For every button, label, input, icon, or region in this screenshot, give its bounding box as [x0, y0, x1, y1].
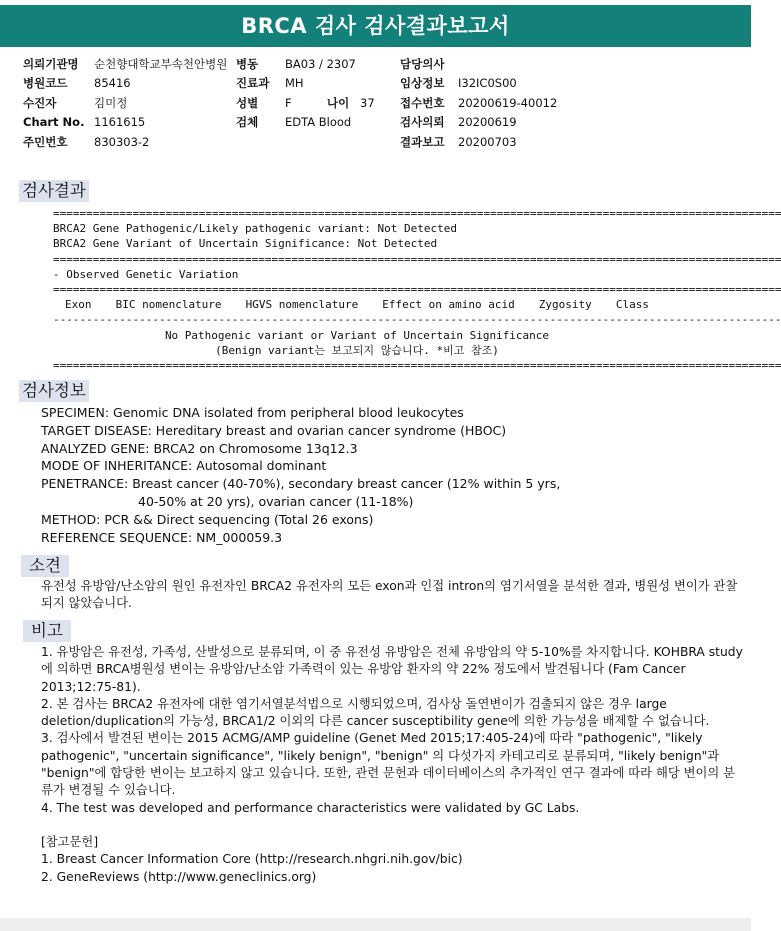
- vus-result: BRCA2 Gene Variant of Uncertain Significance: Not Detected: [53, 237, 438, 251]
- double-rule: ==============================================================================================================: [53, 207, 781, 220]
- patient-info-col1: [23, 55, 227, 152]
- double-rule: ==============================================================================================================: [53, 283, 781, 296]
- penetrance-line-cont: 40-50% at 20 yrs), ovarian cancer (11-18%): [138, 493, 414, 509]
- info-value: 85416: [94, 76, 131, 91]
- info-label: 임상정보: [400, 76, 445, 91]
- age-value: 37: [360, 95, 375, 110]
- remark-item: 3. 검사에서 발견된 변이는 2015 ACMG/AMP guideline (Genet Med 2015;17:405-24)에 따라 "pathogenic", "likely pathogenic", "uncertain significance", "likely benign", "benign" 의 다섯가지 카테고리로 분류되며, "likely benign"과 "benign"에 합당한 변이는 보고하지 않고 있습니다. 또한, 관련 문헌과 데이터베이스의 추가적인 연구 결과에 따라 해당 변이의 분류가 변경될 수 있습니다.: [41, 731, 736, 798]
- column-header: Class: [615, 298, 649, 312]
- info-label: 검체: [236, 115, 259, 129]
- column-header: Zygosity: [538, 298, 592, 312]
- report-title: BRCA 검사 검사결과보고서: [0, 5, 751, 47]
- remark-item: 2. 본 검사는 BRCA2 유전자에 대한 염기서열분석법으로 시행되었으며, 검사상 돌연변이가 검출되지 않은 경우 large deletion/duplication의 가능성, BRCA1/2 이외의 다른 cancer susceptibility gene에 의한 가능성을 배제할 수 없습니다.: [41, 696, 710, 729]
- info-value: 1161615: [94, 115, 146, 130]
- info-label: 성별: [236, 95, 259, 110]
- benign-note: (Benign variant는 보고되지 않습니다. *비고 참조): [215, 343, 499, 357]
- observed-variation-label: - Observed Genetic Variation: [53, 267, 239, 281]
- info-label: 주민번호: [23, 134, 68, 149]
- info-label: 의뢰기관명: [23, 57, 79, 71]
- patient-info-specimen: [236, 113, 351, 132]
- test-info-heading: 검사정보: [19, 380, 89, 402]
- info-label: 수진자: [23, 95, 57, 110]
- info-value: BA03 / 2307: [285, 57, 356, 71]
- info-label: Chart No.: [23, 115, 85, 130]
- age-label: 나이: [327, 95, 350, 110]
- no-variant-text: No Pathogenic variant or Variant of Uncertain Significance: [164, 328, 550, 342]
- single-rule: --------------------------------------------------------------------------------------------------------------: [53, 313, 781, 327]
- reference-item: 2. GeneReviews (http://www.geneclinics.org): [41, 869, 317, 884]
- info-value: 순천향대학교부속천안병원: [94, 57, 228, 71]
- results-heading: 검사결과: [19, 180, 89, 202]
- info-value: EDTA Blood: [285, 115, 352, 129]
- column-header: BIC nomenclature: [115, 298, 222, 312]
- specimen-line: SPECIMEN: Genomic DNA isolated from peripheral blood leukocytes: [41, 405, 464, 420]
- info-value: 830303-2: [94, 134, 150, 149]
- penetrance-line: PENETRANCE: Breast cancer (40-70%), secondary breast cancer (12% within 5 yrs,: [41, 476, 561, 492]
- table-header: [53, 297, 661, 312]
- reference-item: 1. Breast Cancer Information Core (http://research.nhgri.nih.gov/bic): [41, 852, 463, 867]
- references-title: [참고문헌]: [41, 834, 99, 849]
- info-value: 20200703: [458, 134, 517, 149]
- method-line: METHOD: PCR && Direct sequencing (Total 26 exons): [41, 511, 374, 527]
- inheritance-line: MODE OF INHERITANCE: Autosomal dominant: [41, 458, 327, 474]
- remarks-list: [41, 644, 746, 886]
- info-label: 검사의뢰: [400, 115, 445, 130]
- info-label: 병동: [236, 57, 259, 71]
- info-label: 진료과: [236, 76, 270, 91]
- remarks-heading: 비고: [23, 620, 71, 642]
- analyzed-gene-line: ANALYZED GENE: BRCA2 on Chromosome 13q12.3: [41, 440, 358, 456]
- reference-sequence-line: REFERENCE SEQUENCE: NM_000059.3: [41, 529, 283, 545]
- info-value: 20200619: [458, 115, 517, 130]
- patient-info-col3: [400, 55, 557, 152]
- test-info-list: [41, 404, 560, 546]
- remark-item: 1. 유방암은 유전성, 가족성, 산발성으로 분류되며, 이 중 유전성 유방암은 전체 유방암의 약 5-10%를 차지합니다. KOHBRA study에 의하면 BRCA병원성 변이는 유방암/난소암 가족력이 있는 유방암 환자의 약 22% 정도에서 발견됩니다 (Fam Cancer 2013;12:75-81).: [41, 645, 743, 694]
- info-value: F: [285, 95, 292, 110]
- remark-item: 4. The test was developed and performance characteristics were validated by GC Labs.: [41, 800, 580, 815]
- double-rule: ==============================================================================================================: [53, 358, 781, 372]
- variant-table: [53, 282, 781, 373]
- opinion-text: 유전성 유방암/난소암의 원인 유전자인 BRCA2 유전자의 모든 exon과 인접 intron의 염기서열을 분석한 결과, 병원성 변이가 관찰되지 않았습니다.: [41, 579, 738, 611]
- info-value: I32IC0S00: [458, 76, 517, 91]
- double-rule: ==============================================================================================================: [53, 252, 781, 266]
- column-header: HGVS nomenclature: [245, 298, 359, 312]
- info-label: 병원코드: [23, 76, 68, 91]
- column-header: Exon: [65, 298, 92, 312]
- info-label: 결과보고: [400, 134, 445, 149]
- info-label: 접수번호: [400, 95, 445, 110]
- info-value: MH: [285, 76, 304, 91]
- opinion-heading: 소견: [21, 555, 69, 577]
- target-disease-line: TARGET DISEASE: Hereditary breast and ovarian cancer syndrome (HBOC): [41, 422, 507, 438]
- info-label: 담당의사: [400, 57, 445, 71]
- pathogenic-result: BRCA2 Gene Pathogenic/Likely pathogenic variant: Not Detected: [53, 222, 457, 236]
- info-value: 20200619-40012: [458, 95, 558, 110]
- page-footer-band: [0, 918, 751, 931]
- info-value: 김미정: [94, 95, 128, 110]
- column-header: Effect on amino acid: [382, 298, 515, 312]
- results-summary: [53, 206, 781, 282]
